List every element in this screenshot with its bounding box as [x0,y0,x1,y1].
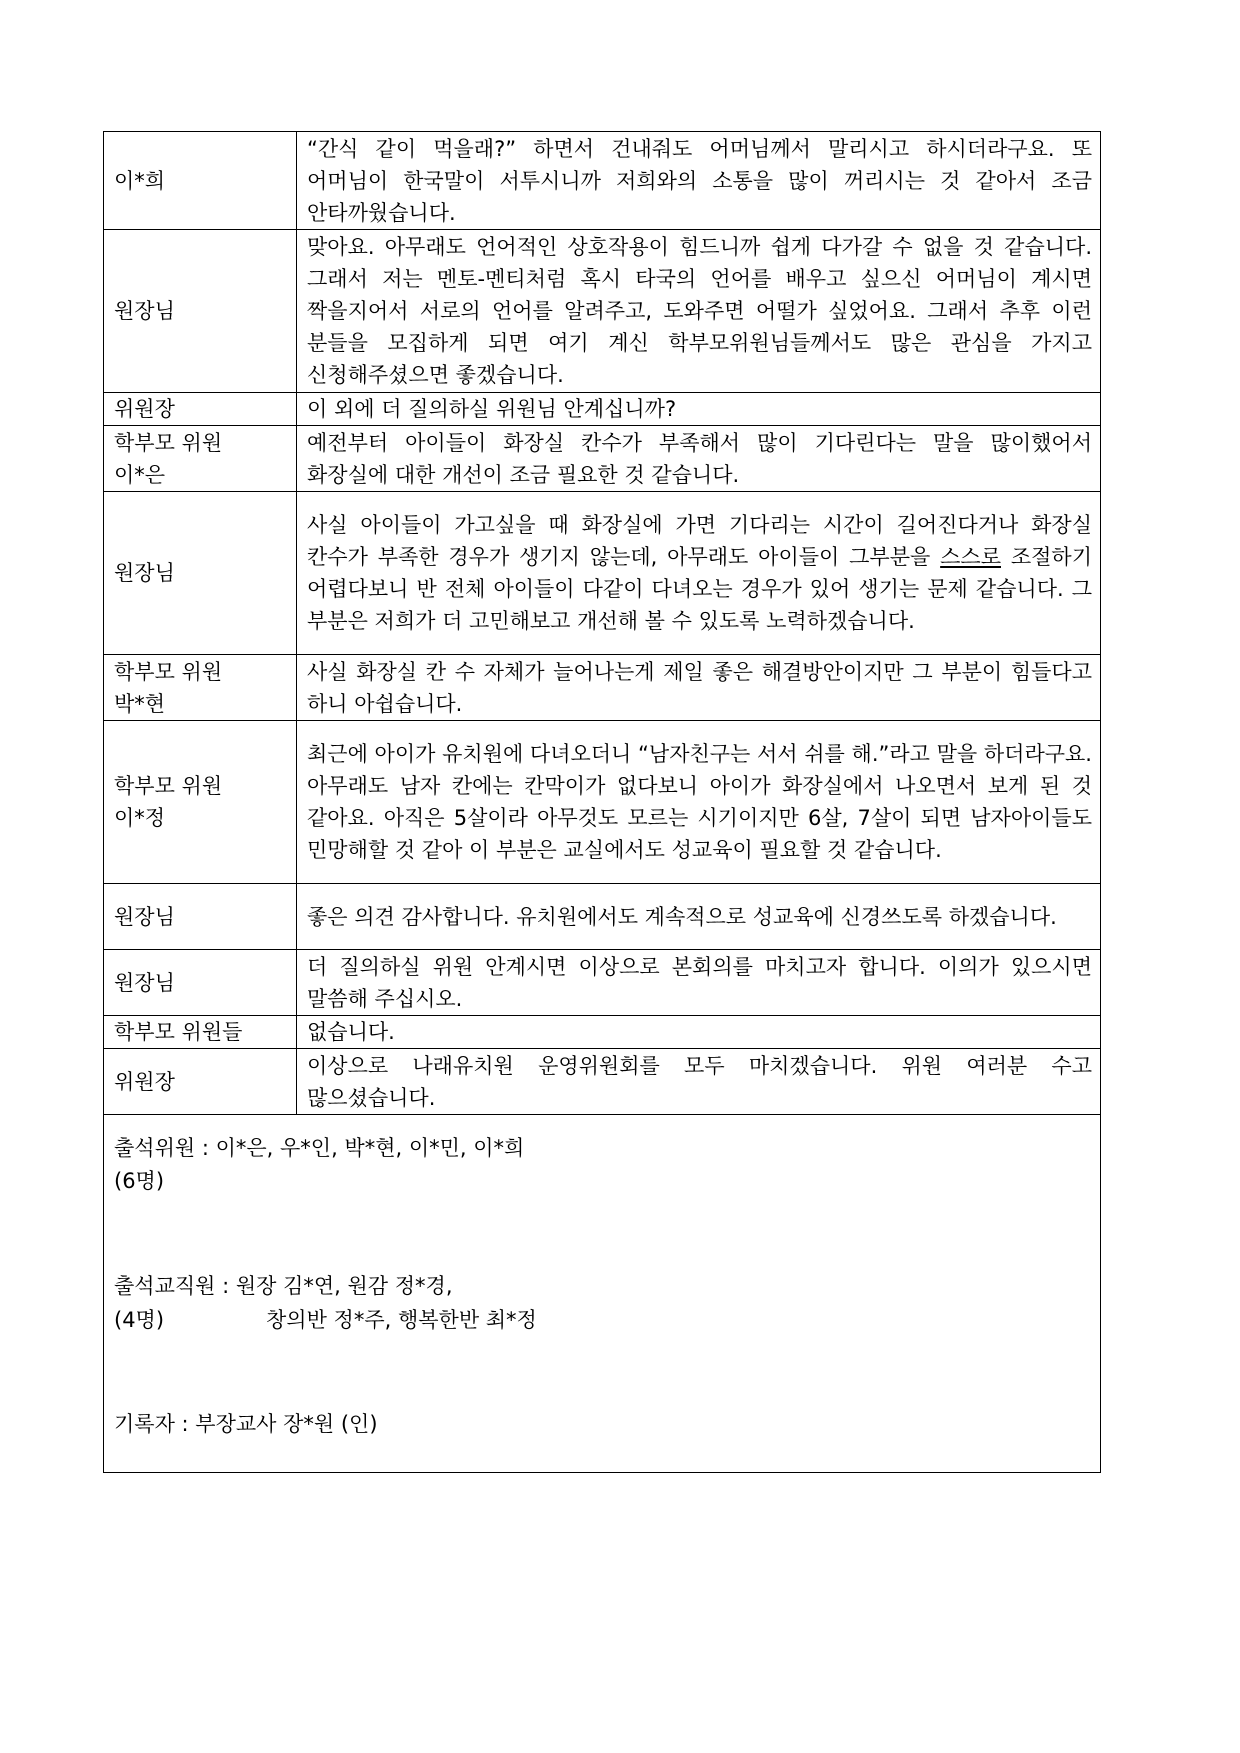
table-row [104,1016,1101,1049]
content-cell: 맞아요. 아무래도 언어적인 상호작용이 힘드니까 쉽게 다가갈 수 없을 것 같습니다. 그래서 저는 멘토-멘티처럼 혹시 타국의 언어를 배우고 싶으신 어머님이 계시면 짝을지어서 서로의 언어를 알려주고, 도와주면 어떨가 싶었어요. 그래서 추후 이런 분들을 모집하게 되면 여기 계신 학부모위원님들께서도 많은 관심을 가지고 신청해주셨으면 좋겠습니다. [297,230,1101,393]
table-row [104,721,1101,884]
speaker-cell: 원장님 [104,230,297,393]
minutes-table [103,131,1101,1473]
speaker-cell: 원장님 [104,884,297,950]
speaker-cell: 학부모 위원 이*정 [104,721,297,884]
content-cell: 더 질의하실 위원 안계시면 이상으로 본회의를 마치고자 합니다. 이의가 있으시면 말씀해 주십시오. [297,950,1101,1016]
table-row [104,492,1101,655]
staff-count: (4명) [114,1308,165,1332]
table-row [104,950,1101,1016]
content-cell: 사실 아이들이 가고싶을 때 화장실에 가면 기다리는 시간이 길어진다거나 화장실 칸수가 부족한 경우가 생기지 않는데, 아무래도 아이들이 그부분을 스스로 조절하기 어렵다보니 반 전체 아이들이 다같이 다녀오는 경우가 있어 생기는 문제 같습니다. 그 부분은 저희가 더 고민해보고 개선해 볼 수 있도록 노력하겠습니다. [297,492,1101,655]
table-row [104,426,1101,492]
speaker-cell: 학부모 위원 박*현 [104,655,297,721]
underlined-text: 스스로 [940,545,1001,569]
speaker-cell: 위원장 [104,1049,297,1115]
speaker-cell: 이*희 [104,132,297,230]
attendees-count: (6명) [114,1169,165,1193]
attendance-cell [104,1115,1101,1473]
table-row [104,230,1101,393]
table-row [104,132,1101,230]
recorder-line: 기록자 : 부장교사 장*원 (인) [114,1412,378,1436]
speaker-cell: 원장님 [104,492,297,655]
staff-line-1: 출석교직원 : 원장 김*연, 원감 정*경, [114,1274,453,1298]
content-cell: 좋은 의견 감사합니다. 유치원에서도 계속적으로 성교육에 신경쓰도록 하겠습니다. [297,884,1101,950]
footer-row [104,1115,1101,1473]
speaker-cell: 원장님 [104,950,297,1016]
table-row [104,884,1101,950]
speaker-cell: 학부모 위원들 [104,1016,297,1049]
content-cell: 이 외에 더 질의하실 위원님 안계십니까? [297,393,1101,426]
speaker-cell: 위원장 [104,393,297,426]
speaker-cell: 학부모 위원 이*은 [104,426,297,492]
table-row [104,393,1101,426]
attendees-line: 출석위원 : 이*은, 우*인, 박*현, 이*민, 이*희 [114,1136,525,1160]
table-body [104,132,1101,1115]
staff-line-2: 창의반 정*주, 행복한반 최*정 [266,1308,537,1332]
content-cell: 이상으로 나래유치원 운영위원회를 모두 마치겠습니다. 위원 여러분 수고 많으셨습니다. [297,1049,1101,1115]
content-cell: “간식 같이 먹을래?” 하면서 건내줘도 어머님께서 말리시고 하시더라구요. 또 어머님이 한국말이 서투시니까 저희와의 소통을 많이 꺼리시는 것 같아서 조금 안타까웠습니다. [297,132,1101,230]
table-row [104,1049,1101,1115]
content-cell: 최근에 아이가 유치원에 다녀오더니 “남자친구는 서서 쉬를 해.”라고 말을 하더라구요. 아무래도 남자 칸에는 칸막이가 없다보니 아이가 화장실에서 나오면서 보게 된 것 같아요. 아직은 5살이라 아무것도 모르는 시기이지만 6살, 7살이 되면 남자아이들도 민망해할 것 같아 이 부분은 교실에서도 성교육이 필요할 것 같습니다. [297,721,1101,884]
table-row [104,655,1101,721]
content-cell: 예전부터 아이들이 화장실 칸수가 부족해서 많이 기다린다는 말을 많이했어서 화장실에 대한 개선이 조금 필요한 것 같습니다. [297,426,1101,492]
content-cell: 없습니다. [297,1016,1101,1049]
content-cell: 사실 화장실 칸 수 자체가 늘어나는게 제일 좋은 해결방안이지만 그 부분이 힘들다고 하니 아쉽습니다. [297,655,1101,721]
